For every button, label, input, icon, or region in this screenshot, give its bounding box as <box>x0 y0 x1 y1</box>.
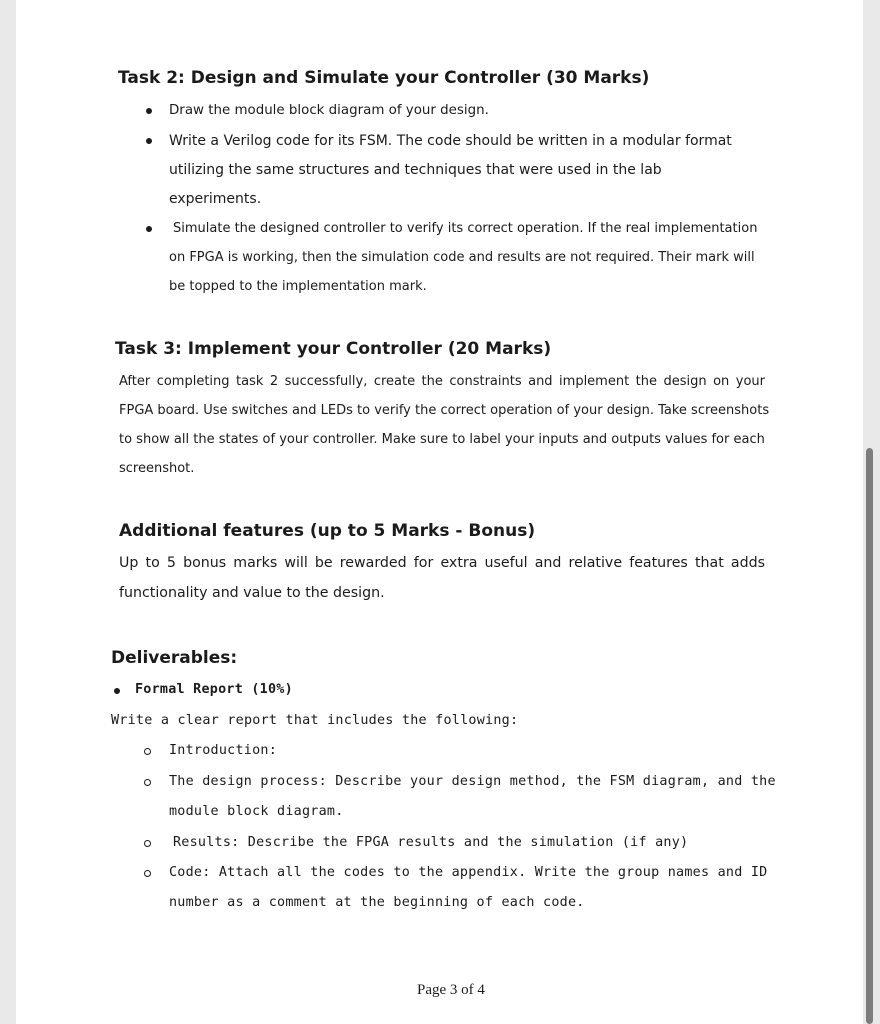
bullet-icon <box>114 688 120 694</box>
hollow-bullet-icon <box>144 748 151 755</box>
task2-bullet-1: Draw the module block diagram of your design. <box>169 103 489 118</box>
task3-line-3: to show all the states of your controller. Make sure to label your inputs and outputs values for each <box>119 432 765 447</box>
item-design-line-2: module block diagram. <box>169 804 344 819</box>
item-results: Results: Describe the FPGA results and the simulation (if any) <box>173 835 689 850</box>
task3-heading: Task 3: Implement your Controller (20 Marks) <box>115 339 552 359</box>
report-intro: Write a clear report that includes the following: <box>111 713 519 728</box>
deliverables-heading: Deliverables: <box>111 648 238 668</box>
additional-line-2: functionality and value to the design. <box>119 585 385 601</box>
page-number: Page 3 of 4 <box>417 982 485 998</box>
task2-bullet-2-line-1: Write a Verilog code for its FSM. The code should be written in a modular format <box>169 133 732 149</box>
hollow-bullet-icon <box>144 870 151 877</box>
item-design-line-1: The design process: Describe your design method, the FSM diagram, and the <box>169 774 776 789</box>
task3-line-4: screenshot. <box>119 461 195 476</box>
task2-bullet-2-line-3: experiments. <box>169 191 262 207</box>
scrollbar-thumb[interactable] <box>866 448 873 1024</box>
task2-bullet-3-line-3: be topped to the implementation mark. <box>169 279 427 294</box>
hollow-bullet-icon <box>144 779 151 786</box>
task3-line-2: FPGA board. Use switches and LEDs to verify the correct operation of your design. Take screenshots <box>119 403 770 418</box>
task2-bullet-3-line-2: on FPGA is working, then the simulation code and results are not required. Their mark will <box>169 250 755 265</box>
item-code-line-2: number as a comment at the beginning of each code. <box>169 895 585 910</box>
task3-line-1: After completing task 2 successfully, create the constraints and implement the design on your <box>119 374 765 389</box>
item-introduction: Introduction: <box>169 743 278 758</box>
additional-line-1: Up to 5 bonus marks will be rewarded for extra useful and relative features that adds <box>119 555 765 571</box>
bullet-icon <box>146 108 152 114</box>
task2-heading: Task 2: Design and Simulate your Controller (30 Marks) <box>118 68 650 88</box>
task2-bullet-3-line-1: Simulate the designed controller to verify its correct operation. If the real implementation <box>173 221 758 236</box>
item-code-line-1: Code: Attach all the codes to the appendix. Write the group names and ID <box>169 865 768 880</box>
formal-report-bullet: Formal Report (10%) <box>135 682 293 697</box>
task2-bullet-2-line-2: utilizing the same structures and techniques that were used in the lab <box>169 162 662 178</box>
bullet-icon <box>146 226 152 232</box>
bullet-icon <box>146 138 152 144</box>
hollow-bullet-icon <box>144 840 151 847</box>
additional-heading: Additional features (up to 5 Marks - Bonus) <box>119 521 536 541</box>
